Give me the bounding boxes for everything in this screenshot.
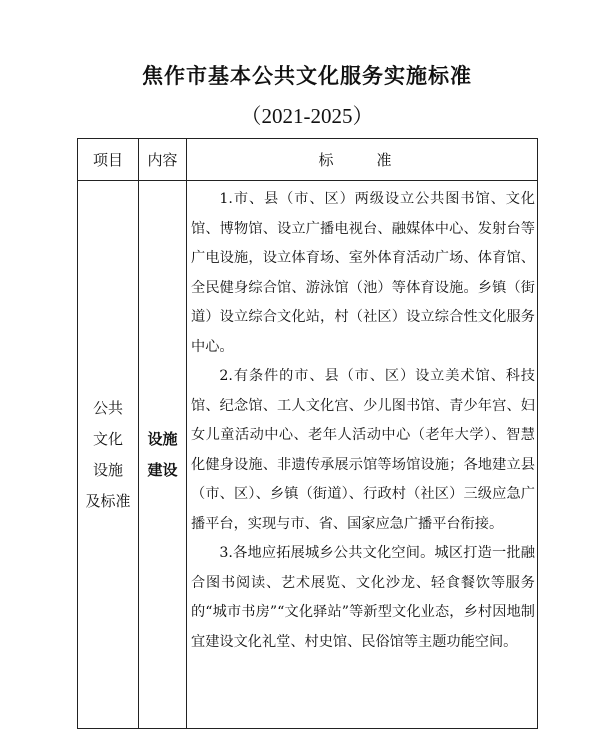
content-cell [139, 181, 187, 729]
content-line: 建设 [147, 460, 178, 479]
standard-item-2: 2.有条件的市、县（市、区）设立美术馆、科技馆、纪念馆、工人文化宫、少儿图书馆、青少年宫、妇女儿童活动中心、老年人活动中心（老年大学）、智慧化健身设施、非遗传承展示馆等场馆设施；各地建立县（市、区）、乡镇（街道）、行政村（社区）三级应急广播平台，实现与市、省、国家应急广播平台衔接。 [191, 368, 535, 532]
document-title: 焦作市基本公共文化服务实施标准 [142, 64, 472, 88]
project-line: 设施 [92, 460, 123, 479]
project-cell [78, 181, 139, 729]
header-project: 项目 [78, 139, 139, 181]
project-line: 及标准 [85, 491, 131, 510]
table-row [78, 181, 538, 729]
document-subtitle: （2021-2025） [240, 104, 374, 128]
project-line: 公共 [92, 398, 123, 417]
header-standard: 标 准 [187, 139, 538, 181]
header-content: 内容 [139, 139, 187, 181]
standard-cell [187, 181, 538, 729]
standards-table [77, 138, 538, 729]
content-line: 设施 [147, 429, 178, 448]
project-line: 文化 [92, 429, 123, 448]
standard-item-1: 1.市、县（市、区）两级设立公共图书馆、文化馆、博物馆、设立广播电视台、融媒体中心、发射台等广电设施，设立体育场、室外体育活动广场、体育馆、全民健身综合馆、游泳馆（池）等体育设施。乡镇（街道）设立综合文化站，村（社区）设立综合性文化服务中心。 [191, 191, 535, 355]
standard-item-3: 3.各地应拓展城乡公共文化空间。城区打造一批融合图书阅读、艺术展览、文化沙龙、轻食餐饮等服务的“城市书房”“文化驿站”等新型文化业态，乡村因地制宜建设文化礼堂、村史馆、民俗馆等主题功能空间。 [191, 545, 535, 650]
table-header-row [78, 139, 538, 181]
